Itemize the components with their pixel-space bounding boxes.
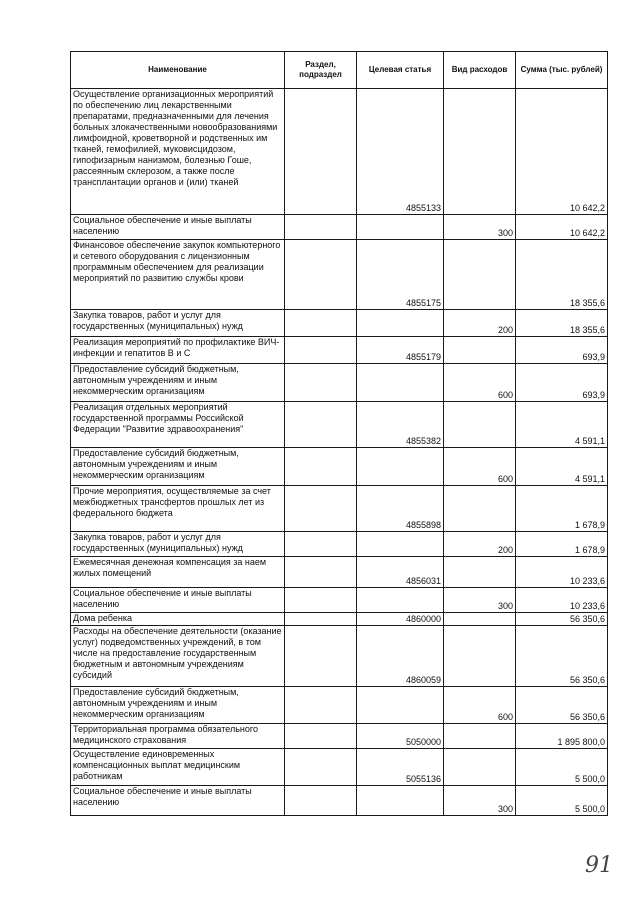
table-row (71, 749, 608, 786)
cell-amount: 56 350,6 (516, 626, 608, 687)
table-row (71, 613, 608, 626)
table-row (71, 786, 608, 816)
cell-amount: 5 500,0 (516, 786, 608, 816)
cell-amount: 1 895 800,0 (516, 724, 608, 749)
cell-amount: 1 678,9 (516, 486, 608, 532)
cell-expense: 300 (444, 588, 516, 613)
cell-target (357, 448, 444, 486)
cell-target (357, 687, 444, 724)
table-row (71, 724, 608, 749)
cell-section (285, 215, 357, 240)
cell-name: Финансовое обеспечение закупок компьютерного и сетевого оборудования с лицензионным программным обеспечением для реализации мероприятий по развитию службы крови (71, 240, 285, 310)
header-section: Раздел, подраздел (285, 52, 357, 89)
cell-target (357, 532, 444, 557)
cell-target (357, 310, 444, 337)
table-row (71, 448, 608, 486)
table-row (71, 337, 608, 364)
cell-name: Социальное обеспечение и иные выплаты населению (71, 588, 285, 613)
cell-target: 4860000 (357, 613, 444, 626)
cell-amount: 18 355,6 (516, 310, 608, 337)
cell-target (357, 786, 444, 816)
cell-name: Реализация мероприятий по профилактике ВИЧ-инфекции и гепатитов В и С (71, 337, 285, 364)
cell-section (285, 448, 357, 486)
cell-target: 4855175 (357, 240, 444, 310)
cell-name: Осуществление единовременных компенсационных выплат медицинским работникам (71, 749, 285, 786)
cell-target (357, 364, 444, 402)
cell-section (285, 749, 357, 786)
cell-section (285, 89, 357, 215)
cell-section (285, 402, 357, 448)
cell-expense: 600 (444, 687, 516, 724)
table-row (71, 310, 608, 337)
cell-name: Расходы на обеспечение деятельности (оказание услуг) подведомственных учреждений, в том числе на предоставление государственным бюджетным и автономным учреждениям субсидий (71, 626, 285, 687)
cell-section (285, 310, 357, 337)
table-row (71, 588, 608, 613)
table-body (71, 89, 608, 816)
table-row (71, 402, 608, 448)
budget-table (70, 51, 608, 816)
cell-target: 4855898 (357, 486, 444, 532)
cell-amount: 10 642,2 (516, 89, 608, 215)
cell-name: Территориальная программа обязательного медицинского страхования (71, 724, 285, 749)
table-row (71, 532, 608, 557)
cell-name: Осуществление организационных мероприятий по обеспечению лиц лекарственными препаратами, предназначенными для лечения больных злокачественными новообразованиями лимфоидной, кроветворной и родственных им тканей, гемофилией, муковисцидозом, гипофизарным нанизмом, болезнью Гоше, рассеянным склерозом, а также после трансплантации органов и (или) тканей (71, 89, 285, 215)
page-number: 91 (585, 853, 613, 878)
cell-name: Предоставление субсидий бюджетным, автономным учреждениям и иным некоммерческим организациям (71, 687, 285, 724)
header-amount: Сумма (тыс. рублей) (516, 52, 608, 89)
cell-section (285, 240, 357, 310)
cell-amount: 18 355,6 (516, 240, 608, 310)
cell-target: 5050000 (357, 724, 444, 749)
cell-amount: 693,9 (516, 337, 608, 364)
cell-section (285, 588, 357, 613)
cell-expense (444, 613, 516, 626)
cell-section (285, 532, 357, 557)
cell-amount: 693,9 (516, 364, 608, 402)
cell-section (285, 626, 357, 687)
cell-expense (444, 240, 516, 310)
cell-name: Социальное обеспечение и иные выплаты населению (71, 215, 285, 240)
cell-name: Реализация отдельных мероприятий государственной программы Российской Федерации "Развитие здравоохранения" (71, 402, 285, 448)
cell-section (285, 687, 357, 724)
cell-target: 4855382 (357, 402, 444, 448)
cell-target: 4855133 (357, 89, 444, 215)
table-row (71, 240, 608, 310)
cell-expense: 600 (444, 364, 516, 402)
cell-expense (444, 89, 516, 215)
cell-name: Закупка товаров, работ и услуг для государственных (муниципальных) нужд (71, 310, 285, 337)
cell-name: Дома ребенка (71, 613, 285, 626)
table-row (71, 89, 608, 215)
cell-target: 4860059 (357, 626, 444, 687)
cell-expense (444, 749, 516, 786)
cell-section (285, 337, 357, 364)
cell-expense (444, 724, 516, 749)
cell-target (357, 215, 444, 240)
cell-expense (444, 557, 516, 588)
cell-target (357, 588, 444, 613)
cell-expense: 200 (444, 310, 516, 337)
table-row (71, 215, 608, 240)
table-row (71, 626, 608, 687)
table-row (71, 364, 608, 402)
cell-section (285, 613, 357, 626)
header-name: Наименование (71, 52, 285, 89)
cell-amount: 10 233,6 (516, 588, 608, 613)
cell-target: 5055136 (357, 749, 444, 786)
cell-amount: 10 233,6 (516, 557, 608, 588)
cell-section (285, 557, 357, 588)
cell-name: Социальное обеспечение и иные выплаты населению (71, 786, 285, 816)
cell-name: Ежемесячная денежная компенсация за наем жилых помещений (71, 557, 285, 588)
cell-target: 4856031 (357, 557, 444, 588)
header-target: Целевая статья (357, 52, 444, 89)
table-row (71, 486, 608, 532)
cell-amount: 1 678,9 (516, 532, 608, 557)
cell-name: Предоставление субсидий бюджетным, автономным учреждениям и иным некоммерческим организациям (71, 448, 285, 486)
cell-name: Предоставление субсидий бюджетным, автономным учреждениям и иным некоммерческим организациям (71, 364, 285, 402)
cell-amount: 4 591,1 (516, 448, 608, 486)
cell-expense: 600 (444, 448, 516, 486)
header-expense: Вид расходов (444, 52, 516, 89)
cell-amount: 56 350,6 (516, 687, 608, 724)
table-header-row (71, 52, 608, 89)
table-row (71, 687, 608, 724)
cell-expense: 300 (444, 215, 516, 240)
cell-expense (444, 626, 516, 687)
cell-expense (444, 486, 516, 532)
cell-expense: 200 (444, 532, 516, 557)
cell-amount: 4 591,1 (516, 402, 608, 448)
cell-expense (444, 402, 516, 448)
cell-section (285, 486, 357, 532)
cell-expense: 300 (444, 786, 516, 816)
cell-section (285, 364, 357, 402)
cell-name: Прочие мероприятия, осуществляемые за счет межбюджетных трансфертов прошлых лет из федерального бюджета (71, 486, 285, 532)
cell-amount: 10 642,2 (516, 215, 608, 240)
table-row (71, 557, 608, 588)
cell-amount: 5 500,0 (516, 749, 608, 786)
cell-section (285, 724, 357, 749)
cell-target: 4855179 (357, 337, 444, 364)
cell-section (285, 786, 357, 816)
cell-name: Закупка товаров, работ и услуг для государственных (муниципальных) нужд (71, 532, 285, 557)
cell-expense (444, 337, 516, 364)
cell-amount: 56 350,6 (516, 613, 608, 626)
